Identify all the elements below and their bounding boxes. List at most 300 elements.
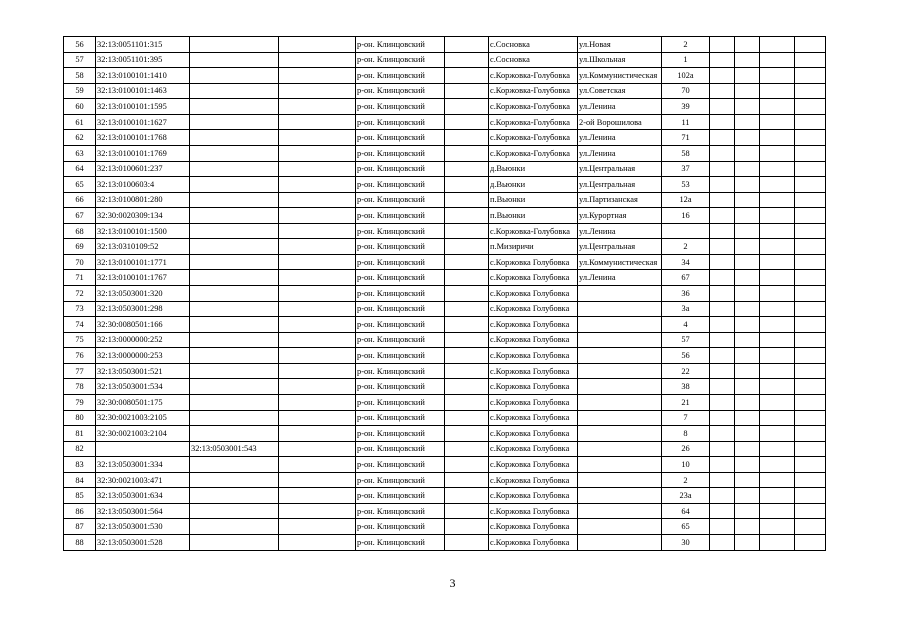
settlement: с.Коржовка Голубовка — [489, 472, 578, 488]
table-row — [64, 535, 826, 551]
empty-cell — [710, 177, 735, 193]
empty-cell — [279, 83, 356, 99]
cadastral-number-alt — [190, 410, 279, 426]
empty-cell — [710, 68, 735, 84]
empty-cell — [760, 472, 795, 488]
settlement: с.Коржовка Голубовка — [489, 488, 578, 504]
table-row — [64, 441, 826, 457]
empty-cell — [760, 503, 795, 519]
empty-cell — [279, 37, 356, 53]
settlement: с.Коржовка Голубовка — [489, 503, 578, 519]
district: р-он. Клинцовский — [356, 52, 445, 68]
house-number: 26 — [662, 441, 710, 457]
empty-cell — [735, 208, 760, 224]
cadastral-number-alt — [190, 99, 279, 115]
house-number: 65 — [662, 519, 710, 535]
cadastral-number-alt — [190, 239, 279, 255]
empty-cell — [795, 208, 826, 224]
cadastral-number: 32:13:0503001:320 — [96, 286, 190, 302]
empty-cell — [760, 270, 795, 286]
empty-cell — [445, 348, 489, 364]
cadastral-number-alt — [190, 83, 279, 99]
empty-cell — [279, 145, 356, 161]
cadastral-number: 32:30:0080501:175 — [96, 394, 190, 410]
cadastral-number: 32:13:0100101:1768 — [96, 130, 190, 146]
cadastral-number-alt — [190, 457, 279, 473]
empty-cell — [735, 37, 760, 53]
house-number: 70 — [662, 83, 710, 99]
empty-cell — [760, 130, 795, 146]
empty-cell — [760, 286, 795, 302]
cadastral-number-alt — [190, 254, 279, 270]
empty-cell — [445, 379, 489, 395]
table-row — [64, 161, 826, 177]
empty-cell — [710, 208, 735, 224]
empty-cell — [279, 130, 356, 146]
house-number: 22 — [662, 363, 710, 379]
table-row — [64, 379, 826, 395]
cadastral-number: 32:13:0100101:1463 — [96, 83, 190, 99]
cadastral-number: 32:30:0020309:134 — [96, 208, 190, 224]
street: ул.Ленина — [578, 99, 662, 115]
row-number: 62 — [64, 130, 96, 146]
cadastral-number: 32:30:0021003:471 — [96, 472, 190, 488]
row-number: 88 — [64, 535, 96, 551]
empty-cell — [795, 270, 826, 286]
empty-cell — [279, 254, 356, 270]
registry-table — [63, 36, 826, 551]
row-number: 74 — [64, 317, 96, 333]
empty-cell — [710, 192, 735, 208]
empty-cell — [795, 161, 826, 177]
empty-cell — [735, 379, 760, 395]
district: р-он. Клинцовский — [356, 270, 445, 286]
row-number: 63 — [64, 145, 96, 161]
empty-cell — [279, 535, 356, 551]
empty-cell — [445, 177, 489, 193]
empty-cell — [279, 286, 356, 302]
empty-cell — [445, 68, 489, 84]
settlement: с.Коржовка Голубовка — [489, 379, 578, 395]
district: р-он. Клинцовский — [356, 379, 445, 395]
empty-cell — [760, 37, 795, 53]
cadastral-number-alt — [190, 68, 279, 84]
row-number: 87 — [64, 519, 96, 535]
empty-cell — [760, 83, 795, 99]
empty-cell — [279, 270, 356, 286]
table-row — [64, 332, 826, 348]
empty-cell — [445, 503, 489, 519]
settlement: с.Коржовка Голубовка — [489, 535, 578, 551]
table-body — [64, 37, 826, 551]
street — [578, 457, 662, 473]
settlement: с.Коржовка-Голубовка — [489, 114, 578, 130]
empty-cell — [710, 426, 735, 442]
street — [578, 332, 662, 348]
street: ул.Коммунистическая — [578, 254, 662, 270]
settlement: с.Коржовка Голубовка — [489, 348, 578, 364]
empty-cell — [760, 519, 795, 535]
table-row — [64, 410, 826, 426]
row-number: 78 — [64, 379, 96, 395]
house-number: 7 — [662, 410, 710, 426]
cadastral-number-alt — [190, 363, 279, 379]
settlement: с.Коржовка-Голубовка — [489, 83, 578, 99]
empty-cell — [710, 83, 735, 99]
empty-cell — [735, 99, 760, 115]
empty-cell — [445, 83, 489, 99]
row-number: 67 — [64, 208, 96, 224]
district: р-он. Клинцовский — [356, 410, 445, 426]
table-row — [64, 394, 826, 410]
district: р-он. Клинцовский — [356, 348, 445, 364]
table-row — [64, 83, 826, 99]
house-number: 53 — [662, 177, 710, 193]
street — [578, 488, 662, 504]
settlement: с.Сосновка — [489, 37, 578, 53]
table-row — [64, 363, 826, 379]
cadastral-number-alt — [190, 332, 279, 348]
row-number: 79 — [64, 394, 96, 410]
street: ул.Центральная — [578, 161, 662, 177]
cadastral-number: 32:13:0000000:253 — [96, 348, 190, 364]
district: р-он. Клинцовский — [356, 363, 445, 379]
empty-cell — [760, 177, 795, 193]
empty-cell — [710, 99, 735, 115]
empty-cell — [735, 503, 760, 519]
empty-cell — [735, 223, 760, 239]
table-row — [64, 457, 826, 473]
street: ул.Курортная — [578, 208, 662, 224]
house-number: 102а — [662, 68, 710, 84]
row-number: 86 — [64, 503, 96, 519]
empty-cell — [279, 332, 356, 348]
empty-cell — [760, 254, 795, 270]
district: р-он. Клинцовский — [356, 535, 445, 551]
cadastral-number-alt — [190, 535, 279, 551]
table-row — [64, 37, 826, 53]
empty-cell — [279, 301, 356, 317]
empty-cell — [735, 68, 760, 84]
empty-cell — [735, 286, 760, 302]
cadastral-number: 32:30:0080501:166 — [96, 317, 190, 333]
row-number: 77 — [64, 363, 96, 379]
cadastral-number: 32:13:0503001:528 — [96, 535, 190, 551]
house-number: 3а — [662, 301, 710, 317]
empty-cell — [760, 535, 795, 551]
house-number: 36 — [662, 286, 710, 302]
cadastral-number-alt — [190, 394, 279, 410]
house-number: 56 — [662, 348, 710, 364]
cadastral-number-alt — [190, 177, 279, 193]
district: р-он. Клинцовский — [356, 503, 445, 519]
cadastral-number: 32:13:0051101:395 — [96, 52, 190, 68]
empty-cell — [760, 410, 795, 426]
table-row — [64, 177, 826, 193]
empty-cell — [760, 441, 795, 457]
settlement: с.Коржовка-Голубовка — [489, 145, 578, 161]
empty-cell — [795, 192, 826, 208]
table-row — [64, 503, 826, 519]
house-number: 71 — [662, 130, 710, 146]
cadastral-number-alt — [190, 130, 279, 146]
street — [578, 379, 662, 395]
street — [578, 519, 662, 535]
district: р-он. Клинцовский — [356, 114, 445, 130]
row-number: 59 — [64, 83, 96, 99]
empty-cell — [445, 239, 489, 255]
table-row — [64, 145, 826, 161]
empty-cell — [795, 332, 826, 348]
empty-cell — [795, 83, 826, 99]
cadastral-number: 32:13:0503001:334 — [96, 457, 190, 473]
empty-cell — [710, 145, 735, 161]
empty-cell — [710, 286, 735, 302]
row-number: 75 — [64, 332, 96, 348]
empty-cell — [795, 99, 826, 115]
district: р-он. Клинцовский — [356, 301, 445, 317]
empty-cell — [760, 52, 795, 68]
empty-cell — [445, 208, 489, 224]
settlement: д.Вьюнки — [489, 161, 578, 177]
empty-cell — [279, 317, 356, 333]
cadastral-number-alt — [190, 519, 279, 535]
page-number: 3 — [449, 576, 456, 590]
empty-cell — [279, 472, 356, 488]
street — [578, 394, 662, 410]
cadastral-number-alt — [190, 37, 279, 53]
table-row — [64, 130, 826, 146]
cadastral-number-alt — [190, 192, 279, 208]
table-row — [64, 254, 826, 270]
empty-cell — [445, 535, 489, 551]
empty-cell — [795, 535, 826, 551]
district: р-он. Клинцовский — [356, 161, 445, 177]
table-row — [64, 317, 826, 333]
empty-cell — [279, 52, 356, 68]
cadastral-number: 32:13:0310109:52 — [96, 239, 190, 255]
settlement: с.Коржовка-Голубовка — [489, 130, 578, 146]
district: р-он. Клинцовский — [356, 68, 445, 84]
settlement: с.Коржовка Голубовка — [489, 519, 578, 535]
street — [578, 301, 662, 317]
row-number: 82 — [64, 441, 96, 457]
empty-cell — [795, 37, 826, 53]
row-number: 64 — [64, 161, 96, 177]
empty-cell — [760, 394, 795, 410]
row-number: 73 — [64, 301, 96, 317]
empty-cell — [445, 192, 489, 208]
house-number: 12а — [662, 192, 710, 208]
house-number: 64 — [662, 503, 710, 519]
empty-cell — [735, 472, 760, 488]
empty-cell — [710, 161, 735, 177]
empty-cell — [795, 441, 826, 457]
house-number: 38 — [662, 379, 710, 395]
empty-cell — [710, 410, 735, 426]
empty-cell — [279, 503, 356, 519]
settlement: с.Коржовка Голубовка — [489, 394, 578, 410]
empty-cell — [735, 83, 760, 99]
empty-cell — [279, 441, 356, 457]
street — [578, 363, 662, 379]
empty-cell — [795, 503, 826, 519]
street: ул.Новая — [578, 37, 662, 53]
cadastral-number-alt — [190, 270, 279, 286]
empty-cell — [760, 99, 795, 115]
table-row — [64, 99, 826, 115]
empty-cell — [710, 114, 735, 130]
house-number: 1 — [662, 52, 710, 68]
table-row — [64, 192, 826, 208]
empty-cell — [445, 161, 489, 177]
district: р-он. Клинцовский — [356, 37, 445, 53]
house-number: 2 — [662, 37, 710, 53]
table-row — [64, 223, 826, 239]
street: ул.Центральная — [578, 239, 662, 255]
empty-cell — [445, 457, 489, 473]
settlement: п.Вьюнки — [489, 192, 578, 208]
empty-cell — [445, 37, 489, 53]
empty-cell — [710, 254, 735, 270]
district: р-он. Клинцовский — [356, 286, 445, 302]
house-number: 37 — [662, 161, 710, 177]
house-number: 30 — [662, 535, 710, 551]
street: ул.Центральная — [578, 177, 662, 193]
street: ул.Коммунистическая — [578, 68, 662, 84]
table-row — [64, 286, 826, 302]
settlement: с.Коржовка-Голубовка — [489, 99, 578, 115]
cadastral-number: 32:13:0100101:1500 — [96, 223, 190, 239]
street: ул.Школьная — [578, 52, 662, 68]
empty-cell — [795, 52, 826, 68]
settlement: с.Коржовка-Голубовка — [489, 68, 578, 84]
empty-cell — [710, 332, 735, 348]
empty-cell — [445, 99, 489, 115]
district: р-он. Клинцовский — [356, 99, 445, 115]
cadastral-number: 32:13:0100101:1595 — [96, 99, 190, 115]
empty-cell — [735, 254, 760, 270]
empty-cell — [710, 503, 735, 519]
empty-cell — [760, 379, 795, 395]
street: ул.Советская — [578, 83, 662, 99]
row-number: 76 — [64, 348, 96, 364]
table-row — [64, 488, 826, 504]
settlement: с.Коржовка Голубовка — [489, 254, 578, 270]
settlement: п.Мизиричи — [489, 239, 578, 255]
empty-cell — [445, 441, 489, 457]
house-number: 2 — [662, 472, 710, 488]
empty-cell — [795, 301, 826, 317]
cadastral-number: 32:13:0000000:252 — [96, 332, 190, 348]
empty-cell — [760, 114, 795, 130]
house-number: 11 — [662, 114, 710, 130]
table-row — [64, 472, 826, 488]
empty-cell — [795, 68, 826, 84]
empty-cell — [279, 223, 356, 239]
row-number: 69 — [64, 239, 96, 255]
empty-cell — [445, 52, 489, 68]
empty-cell — [445, 254, 489, 270]
row-number: 68 — [64, 223, 96, 239]
empty-cell — [710, 472, 735, 488]
empty-cell — [710, 317, 735, 333]
house-number: 21 — [662, 394, 710, 410]
empty-cell — [795, 410, 826, 426]
empty-cell — [710, 301, 735, 317]
row-number: 70 — [64, 254, 96, 270]
district: р-он. Клинцовский — [356, 519, 445, 535]
empty-cell — [279, 208, 356, 224]
cadastral-number-alt — [190, 208, 279, 224]
table-row — [64, 114, 826, 130]
cadastral-number: 32:30:0021003:2104 — [96, 426, 190, 442]
settlement: п.Вьюнки — [489, 208, 578, 224]
row-number: 71 — [64, 270, 96, 286]
cadastral-number-alt — [190, 114, 279, 130]
empty-cell — [445, 472, 489, 488]
district: р-он. Клинцовский — [356, 130, 445, 146]
empty-cell — [795, 519, 826, 535]
empty-cell — [795, 426, 826, 442]
street: ул.Ленина — [578, 130, 662, 146]
empty-cell — [735, 410, 760, 426]
empty-cell — [445, 410, 489, 426]
row-number: 80 — [64, 410, 96, 426]
empty-cell — [735, 457, 760, 473]
cadastral-number-alt — [190, 286, 279, 302]
cadastral-number-alt — [190, 52, 279, 68]
empty-cell — [710, 519, 735, 535]
district: р-он. Клинцовский — [356, 254, 445, 270]
street — [578, 317, 662, 333]
district: р-он. Клинцовский — [356, 472, 445, 488]
street: ул.Ленина — [578, 145, 662, 161]
district: р-он. Клинцовский — [356, 426, 445, 442]
empty-cell — [710, 239, 735, 255]
house-number: 2 — [662, 239, 710, 255]
empty-cell — [710, 348, 735, 364]
empty-cell — [279, 348, 356, 364]
cadastral-number-alt — [190, 488, 279, 504]
district: р-он. Клинцовский — [356, 145, 445, 161]
cadastral-number-alt — [190, 426, 279, 442]
empty-cell — [760, 426, 795, 442]
empty-cell — [735, 441, 760, 457]
settlement: с.Коржовка Голубовка — [489, 270, 578, 286]
empty-cell — [795, 177, 826, 193]
settlement: с.Коржовка Голубовка — [489, 317, 578, 333]
empty-cell — [795, 363, 826, 379]
cadastral-number: 32:13:0503001:564 — [96, 503, 190, 519]
row-number: 83 — [64, 457, 96, 473]
empty-cell — [279, 410, 356, 426]
empty-cell — [760, 363, 795, 379]
empty-cell — [445, 317, 489, 333]
empty-cell — [279, 239, 356, 255]
row-number: 81 — [64, 426, 96, 442]
house-number: 67 — [662, 270, 710, 286]
empty-cell — [795, 223, 826, 239]
empty-cell — [760, 348, 795, 364]
empty-cell — [735, 301, 760, 317]
empty-cell — [760, 208, 795, 224]
empty-cell — [760, 145, 795, 161]
table-row — [64, 270, 826, 286]
empty-cell — [760, 488, 795, 504]
settlement: д.Вьюнки — [489, 177, 578, 193]
empty-cell — [795, 254, 826, 270]
